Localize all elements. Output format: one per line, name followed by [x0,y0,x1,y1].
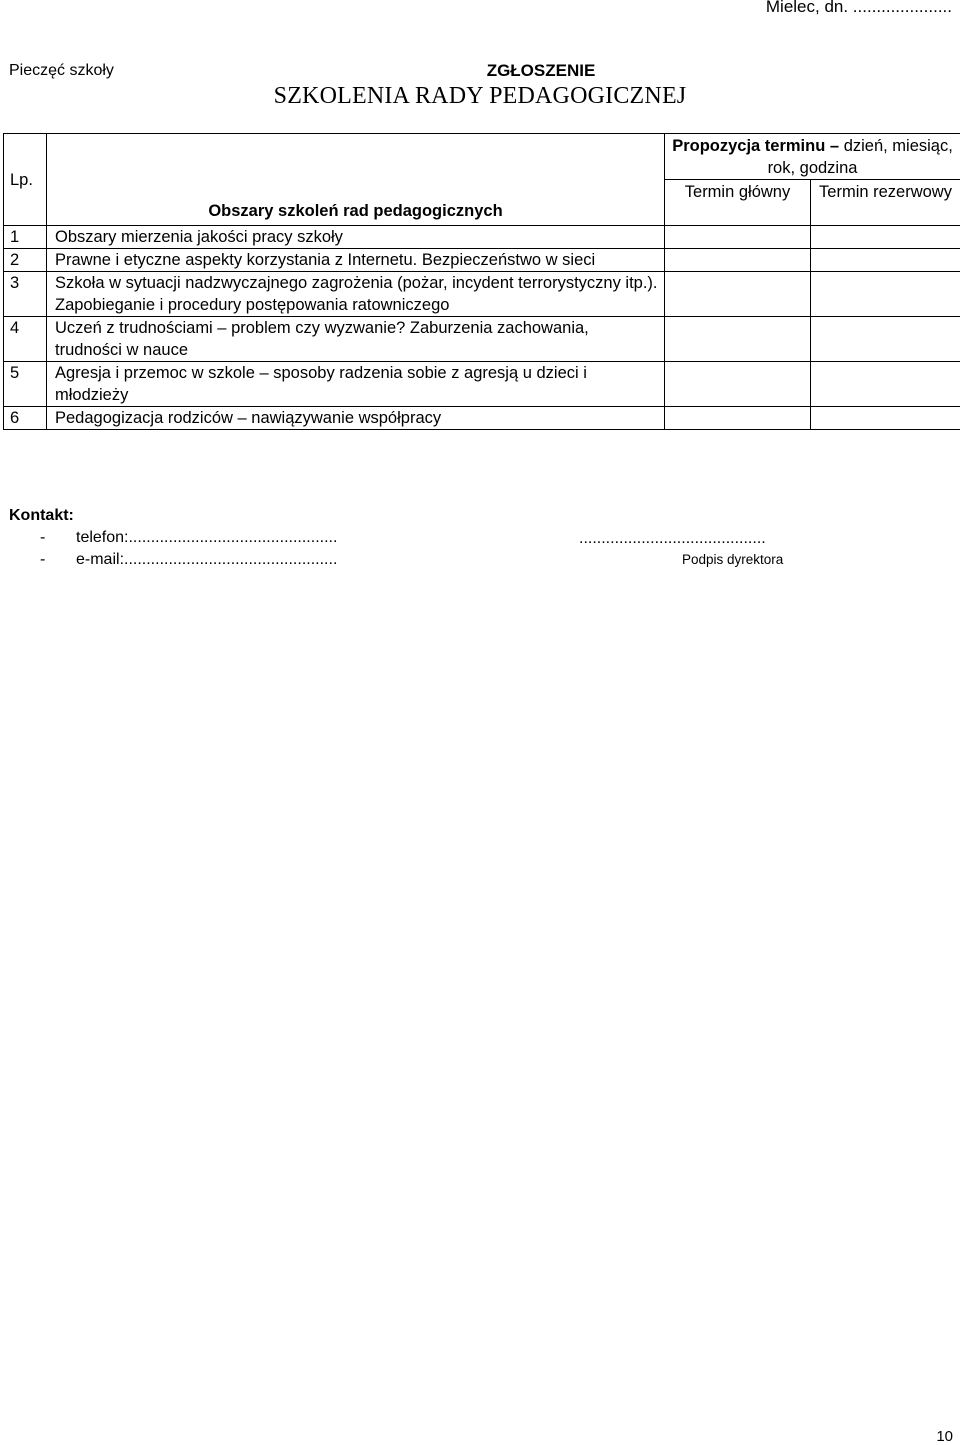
header-lp: Lp. [4,134,47,226]
contact-phone-field[interactable]: telefon:............................................... [76,529,338,546]
row-area: Prawne i etyczne aspekty korzystania z Internetu. Bezpieczeństwo w sieci [47,249,665,272]
row-area: Szkoła w sytuacji nadzwyczajnego zagrożenia (pożar, incydent terrorystyczny itp.). Zapobieganie i procedury postępowania ratowniczego [47,272,665,317]
row-main-date-cell[interactable] [665,226,811,249]
row-main-date-cell[interactable] [665,362,811,407]
row-area: Agresja i przemoc w szkole – sposoby radzenia sobie z agresją u dzieci i młodzieży [47,362,665,407]
list-dash: - [40,551,46,568]
row-reserve-date-cell[interactable] [811,362,960,407]
document-type: ZGŁOSZENIE [486,61,596,80]
header-proposal-dash: – [829,137,840,155]
table-row [4,226,960,249]
header-proposal-bold: Propozycja terminu [672,137,826,155]
table-row [4,362,960,407]
place-date-line: Mielec, dn. ..................... [765,0,952,16]
contact-email-line [40,551,337,569]
signature-line[interactable]: .......................................... [579,530,766,547]
contact-email-field[interactable]: e-mail:................................................ [76,551,338,568]
list-dash: - [40,529,46,546]
contact-phone-line [40,529,337,547]
table-header-row-1 [4,134,960,180]
header-proposal-rest: dzień, miesiąc, rok, godzina [767,137,953,177]
row-number: 4 [4,317,47,362]
training-table [3,133,960,430]
row-main-date-cell[interactable] [665,407,811,430]
header-area: Obszary szkoleń rad pedagogicznych [47,134,665,226]
row-area: Obszary mierzenia jakości pracy szkoły [47,226,665,249]
row-number: 5 [4,362,47,407]
row-main-date-cell[interactable] [665,317,811,362]
row-reserve-date-cell[interactable] [811,407,960,430]
header-main-date: Termin główny [665,180,811,226]
page-number: 10 [936,1428,953,1445]
row-number: 1 [4,226,47,249]
row-reserve-date-cell[interactable] [811,226,960,249]
row-number: 2 [4,249,47,272]
table-row [4,272,960,317]
row-number: 3 [4,272,47,317]
row-area: Pedagogizacja rodziców – nawiązywanie współpracy [47,407,665,430]
header-reserve-date: Termin rezerwowy [811,180,960,226]
table-row [4,317,960,362]
row-main-date-cell[interactable] [665,249,811,272]
document-title: SZKOLENIA RADY PEDAGOGICZNEJ [273,83,687,109]
table-row [4,407,960,430]
school-stamp-label: Pieczęć szkoły [9,62,114,79]
row-main-date-cell[interactable] [665,272,811,317]
contact-label: Kontakt: [9,507,74,524]
table-row [4,249,960,272]
row-area: Uczeń z trudnościami – problem czy wyzwanie? Zaburzenia zachowania, trudności w nauce [47,317,665,362]
signature-label: Podpis dyrektora [682,552,784,567]
row-number: 6 [4,407,47,430]
header-proposal [665,134,960,180]
row-reserve-date-cell[interactable] [811,317,960,362]
row-reserve-date-cell[interactable] [811,249,960,272]
row-reserve-date-cell[interactable] [811,272,960,317]
